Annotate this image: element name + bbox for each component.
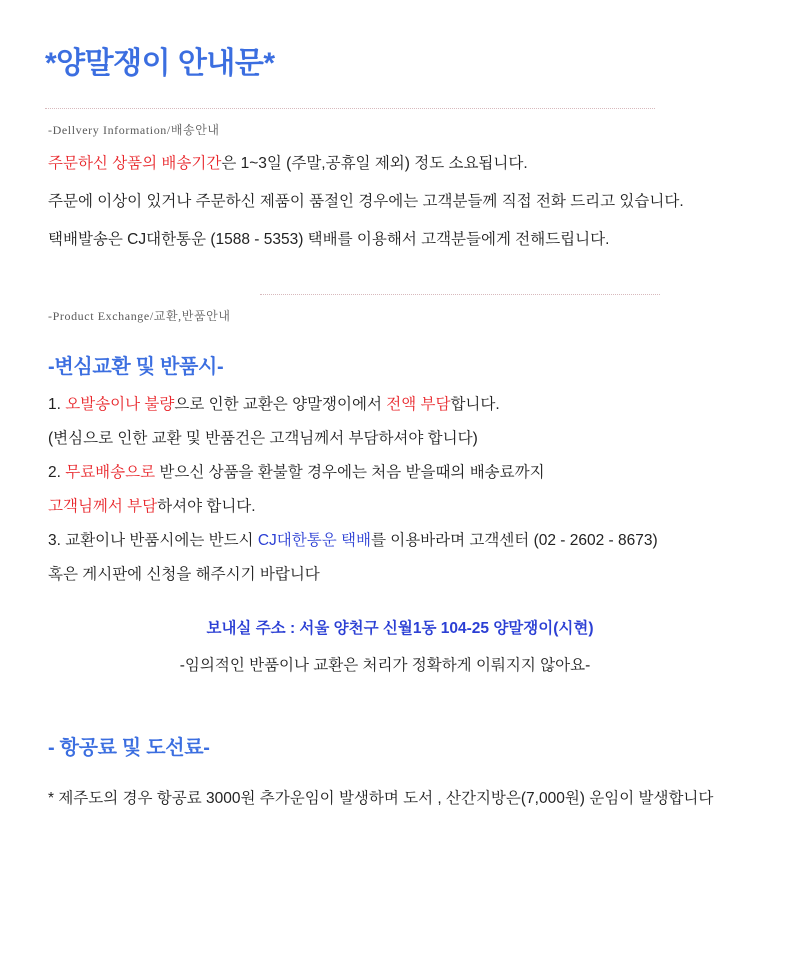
exchange-item-2-line-2 [40,495,760,519]
divider-middle [260,294,660,295]
spacer-after-delivery [40,252,760,294]
exchange-item-3-post: 를 이용바라며 고객센터 (02 - 2602 - 8673) [370,532,658,550]
exchange-item-2-highlight: 무료배송으로 [65,464,156,482]
delivery-section-heading: -Dellvery Information/배송안내 [48,123,220,137]
exchange-item-1-highlight-2: 전액 부담 [386,396,451,414]
exchange-item-3-line-2: 혹은 게시판에 신청을 해주시기 바랍니다 [48,566,320,584]
exchange-item-2 [40,461,760,485]
exchange-item-2-line-2-highlight: 고객님께서 부담 [48,498,158,516]
delivery-line-1-rest: 은 1~3일 (주말,공휴일 제외) 정도 소요됩니다. [221,155,528,172]
return-address: 보내실 주소 : 서울 양천구 신월1동 104-25 양말쟁이(시현) [206,620,594,638]
exchange-item-2-number: 2. [48,464,66,482]
exchange-item-1-note: (변심으로 인한 교환 및 반품건은 고객님께서 부담하셔야 합니다) [48,430,478,448]
exchange-item-3-highlight: CJ대한통운 택배 [257,532,371,550]
page-title: *양말쟁이 안내문* [45,47,275,80]
exchange-item-2-rest: 받으신 상품을 환불할 경우에는 처음 받을때의 배송료까지 [155,464,545,482]
delivery-line-2: 주문에 이상이 있거나 주문하신 제품이 품절인 경우에는 고객분들께 직접 전화 드리고 있습니다. [48,193,684,211]
exchange-item-1-number: 1. [48,396,66,414]
divider-top [45,108,655,109]
delivery-line-3: 택배발송은 CJ대한통운 (1588 - 5353) 택배를 이용해서 고객분들에게 전해드립니다. [48,231,610,249]
exchange-item-1-highlight-1: 오발송이나 불량 [65,396,175,414]
exchange-item-3 [40,529,760,553]
exchange-item-3-pre: 3. 교환이나 반품시에는 반드시 [48,532,258,550]
notice-page [0,38,800,971]
delivery-line-1-highlight: 주문하신 상품의 배송기간 [48,155,222,172]
exchange-item-2-line-2-rest: 하셔야 합니다. [157,498,256,516]
airfare-body: * 제주도의 경우 항공료 3000원 추가운임이 발생하며 도서 , 산간지방은(7,000원) 운임이 발생합니다 [48,789,714,807]
delivery-line-1 [40,152,760,176]
exchange-section-heading: -Product Exchange/교환,반품안내 [48,309,231,324]
return-address-note: -임의적인 반품이나 교환은 처리가 정확하게 이뤄지지 않아요- [179,656,591,674]
airfare-section-title: - 항공료 및 도선료- [48,736,210,759]
exchange-section-title: -변심교환 및 반품시- [48,356,224,379]
exchange-item-1-end: 합니다. [450,396,500,414]
exchange-item-1-middle: 으로 인한 교환은 양말쟁이에서 [174,396,387,414]
exchange-item-1 [40,393,760,417]
